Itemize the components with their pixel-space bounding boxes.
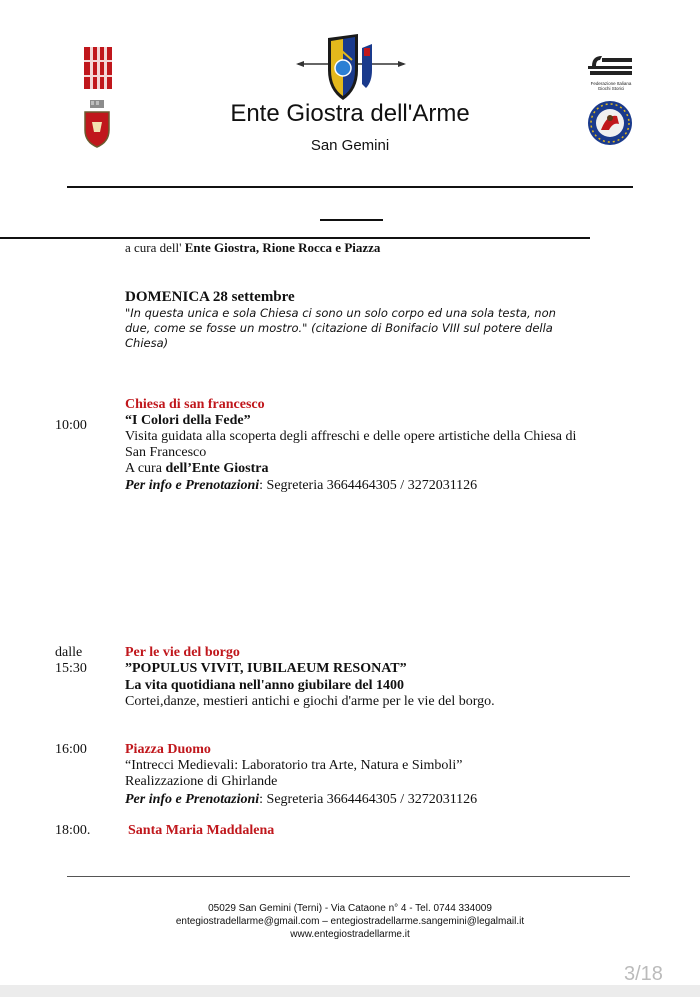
quote-line-1: "In questa unica e sola Chiesa ci sono un solo corpo ed una sola testa, non: [125, 306, 556, 320]
ente-giostra-emblem: [296, 30, 406, 102]
event-description: Cortei,danze, mestieri antichi e giochi d'arme per le vie del borgo.: [125, 694, 495, 709]
event-info: Per info e Prenotazioni: Segreteria 3664464305 / 3272031126: [125, 792, 478, 807]
event-info: Per info e Prenotazioni: Segreteria 3664464305 / 3272031126: [125, 478, 478, 493]
comune-stripes-logo: [84, 47, 112, 89]
viewer-bottom-bar: [0, 985, 700, 997]
header-rule-1: [67, 186, 633, 188]
event-venue: Per le vie del borgo: [125, 645, 240, 660]
event-description: Realizzazione di Ghirlande: [125, 774, 278, 789]
event-credit: A cura dell’Ente Giostra: [125, 461, 269, 476]
event-title: ”POPULUS VIVIT, IUBILAEUM RESONAT”: [125, 661, 407, 676]
event-title: “Intrecci Medievali: Laboratorio tra Arte, Natura e Simboli”: [125, 758, 463, 773]
page-indicator: 3/18: [624, 963, 663, 985]
event-venue: Santa Maria Maddalena: [128, 823, 275, 838]
footer-emails: entegiostradellarme@gmail.com – entegiostradellarme.sangemini@legalmail.it: [175, 916, 525, 927]
fisag-logo: [588, 54, 634, 90]
quote-line-3: Chiesa): [125, 336, 169, 350]
quote-line-2: due, come se fosse un mostro." (citazione di Bonifacio VIII sul potere della: [125, 321, 553, 335]
intro-credit: a cura dell' Ente Giostra, Rione Rocca e Piazza: [125, 240, 381, 255]
event-venue: Chiesa di san francesco: [125, 397, 265, 412]
event-subtitle: La vita quotidiana nell'anno giubilare del 1400: [125, 678, 405, 693]
event-time-prefix: dalle: [55, 645, 83, 660]
day-heading: DOMENICA 28 settembre: [125, 289, 295, 305]
page-title: Ente Giostra dell'Arme: [230, 100, 470, 127]
event-title: “I Colori della Fede”: [125, 413, 251, 428]
event-time: 18:00.: [55, 823, 91, 838]
fisag-logo-sub: Federazione Italiana Giochi Storici: [590, 81, 632, 91]
event-description: Visita guidata alla scoperta degli affreschi e delle opere artistiche della Chiesa di: [125, 429, 577, 444]
event-time: 15:30: [55, 661, 87, 676]
event-time: 16:00: [55, 742, 87, 757]
footer-website: www.entegiostradellarme.it: [290, 929, 410, 940]
page-subtitle: San Gemini: [310, 137, 390, 154]
footer-address: 05029 San Gemini (Terni) - Via Cataone n° 4 - Tel. 0744 334009: [208, 903, 492, 914]
header-rule-2: [320, 219, 383, 221]
footer-rule: [67, 876, 630, 877]
header-rule-3: [0, 237, 590, 239]
event-time: 10:00: [55, 418, 87, 433]
event-description-cont: San Francesco: [125, 445, 207, 460]
event-venue: Piazza Duomo: [125, 742, 211, 757]
